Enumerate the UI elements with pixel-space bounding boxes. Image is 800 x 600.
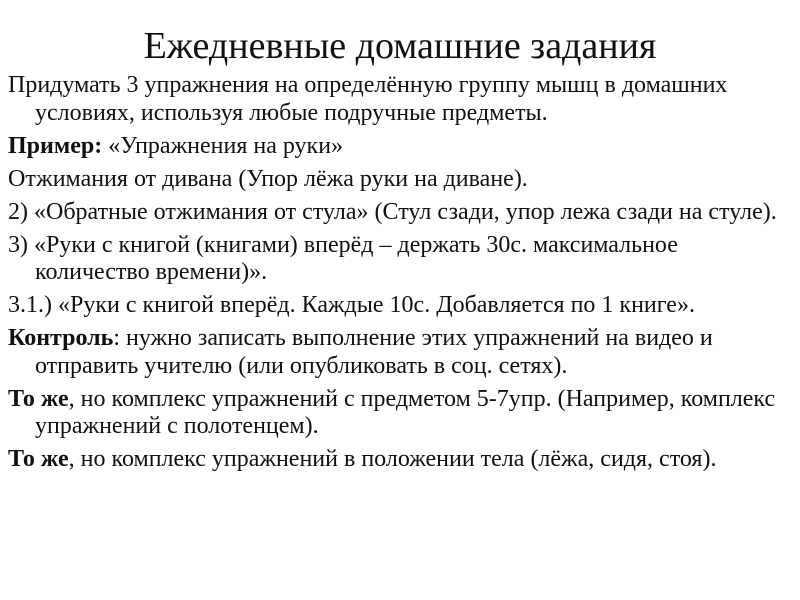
example-text: «Упражнения на руки»: [102, 132, 344, 159]
same-body-position-label: То же: [8, 446, 69, 472]
exercise-3: [8, 232, 783, 287]
slide-title: Ежедневные домашние задания: [143, 25, 657, 67]
exercise-2: [8, 199, 783, 227]
exercise-3-1: [8, 292, 783, 320]
exercise-1-text: Отжимания от дивана (Упор лёжа руки на диване).: [8, 165, 528, 192]
exercise-2-text: 2) «Обратные отжимания от стула» (Стул сзади, упор лежа сзади на стуле).: [8, 198, 777, 225]
exercise-3-1-text: 3.1.) «Руки с книгой вперёд. Каждые 10с. Добавляется по 1 книге».: [8, 292, 695, 318]
control-text: : нужно записать выполнение этих упражнений на видео и отправить учителю (или опубликовать в соц. сетях).: [35, 325, 713, 379]
same-with-object-label: То же: [8, 385, 69, 412]
same-body-position: [8, 446, 783, 474]
task-description: [8, 72, 783, 127]
exercise-3-text: 3) «Руки с книгой (книгами) вперёд – держать 30с. максимальное количество времени)».: [8, 231, 678, 285]
control-label: Контроль: [8, 325, 114, 351]
slide-content: [8, 72, 783, 479]
exercise-1: [8, 166, 783, 194]
task-description-text: Придумать 3 упражнения на определённую группу мышц в домашних условиях, используя любые подручные предметы.: [8, 72, 728, 126]
same-with-object: [8, 386, 783, 441]
same-body-position-text: , но комплекс упражнений в положении тела (лёжа, сидя, стоя).: [68, 446, 717, 472]
example-line: [8, 133, 783, 161]
control-note: [8, 325, 783, 380]
same-with-object-text: , но комплекс упражнений с предметом 5-7упр. (Например, комплекс упражнений с полотенцем).: [35, 385, 776, 439]
example-label: Пример:: [8, 132, 103, 159]
